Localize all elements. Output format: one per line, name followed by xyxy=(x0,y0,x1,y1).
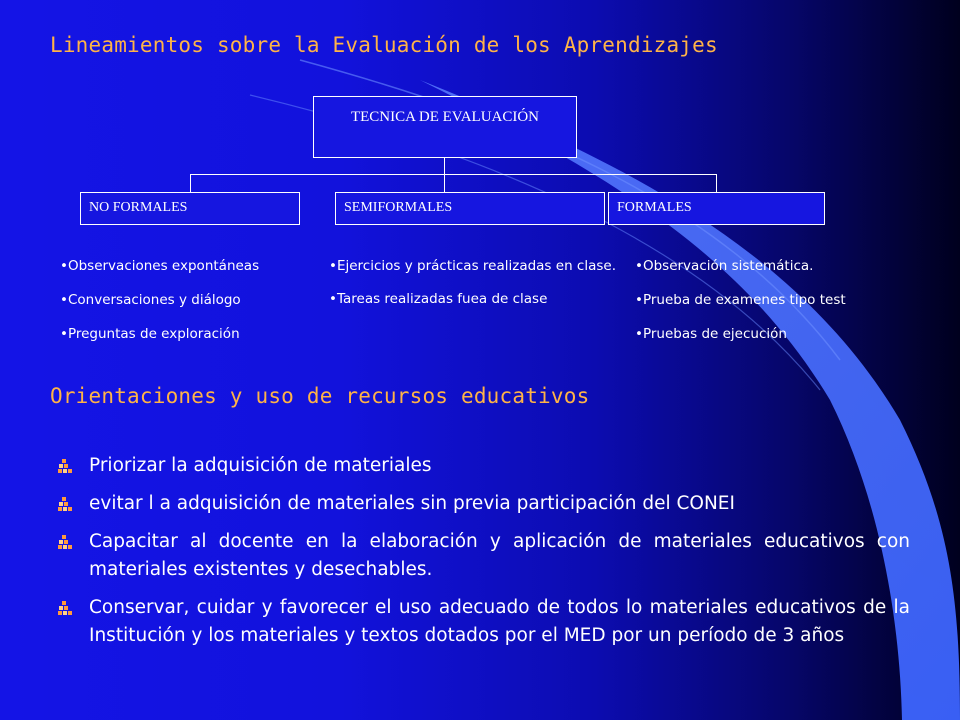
box-semiformales: SEMIFORMALES xyxy=(335,192,605,225)
connector-horizontal xyxy=(190,174,717,175)
main-heading: Lineamientos sobre la Evaluación de los Aprendizajes xyxy=(50,33,718,57)
list-item: • Pruebas de ejecución xyxy=(635,326,915,342)
list-item: • Conversaciones y diálogo xyxy=(60,292,320,308)
list-item: • Tareas realizadas fuea de clase xyxy=(329,291,625,307)
bullet-item xyxy=(58,490,910,518)
list-item: • Observaciones expontáneas xyxy=(60,258,320,274)
list-item: • Prueba de examenes tipo test xyxy=(635,292,915,308)
list-formales xyxy=(635,258,915,360)
box-formales: FORMALES xyxy=(608,192,825,225)
box-no-formales: NO FORMALES xyxy=(80,192,300,225)
bullet-text: evitar l a adquisición de materiales sin previa participación del CONEI xyxy=(89,493,735,514)
connector-left xyxy=(190,174,191,192)
bullet-item xyxy=(58,528,910,584)
list-item: • Preguntas de exploración xyxy=(60,326,320,342)
second-heading: Orientaciones y uso de recursos educativos xyxy=(50,384,590,408)
bullet-icon xyxy=(58,535,72,549)
connector-middle xyxy=(444,174,445,192)
bullet-text: Conservar, cuidar y favorecer el uso adecuado de todos lo materiales educativos de la Institución y los materiales y textos dotados por el MED por un período de 3 años xyxy=(89,597,910,646)
bullet-text: Priorizar la adquisición de materiales xyxy=(89,455,432,476)
box-tecnica-evaluacion: TECNICA DE EVALUACIÓN xyxy=(313,96,577,158)
bullet-text: Capacitar al docente en la elaboración y aplicación de materiales educativos con materiales existentes y desechables. xyxy=(89,531,910,580)
bullet-item xyxy=(58,594,910,650)
list-item: • Observación sistemática. xyxy=(635,258,915,274)
bullet-list xyxy=(58,452,910,660)
connector-right xyxy=(716,174,717,192)
bullet-icon xyxy=(58,497,72,511)
connector-root xyxy=(444,158,445,174)
list-no-formales xyxy=(60,258,320,360)
bullet-icon xyxy=(58,459,72,473)
list-semiformales xyxy=(329,258,625,325)
bullet-item xyxy=(58,452,910,480)
list-item: • Ejercicios y prácticas realizadas en clase. xyxy=(329,258,625,274)
bullet-icon xyxy=(58,601,72,615)
